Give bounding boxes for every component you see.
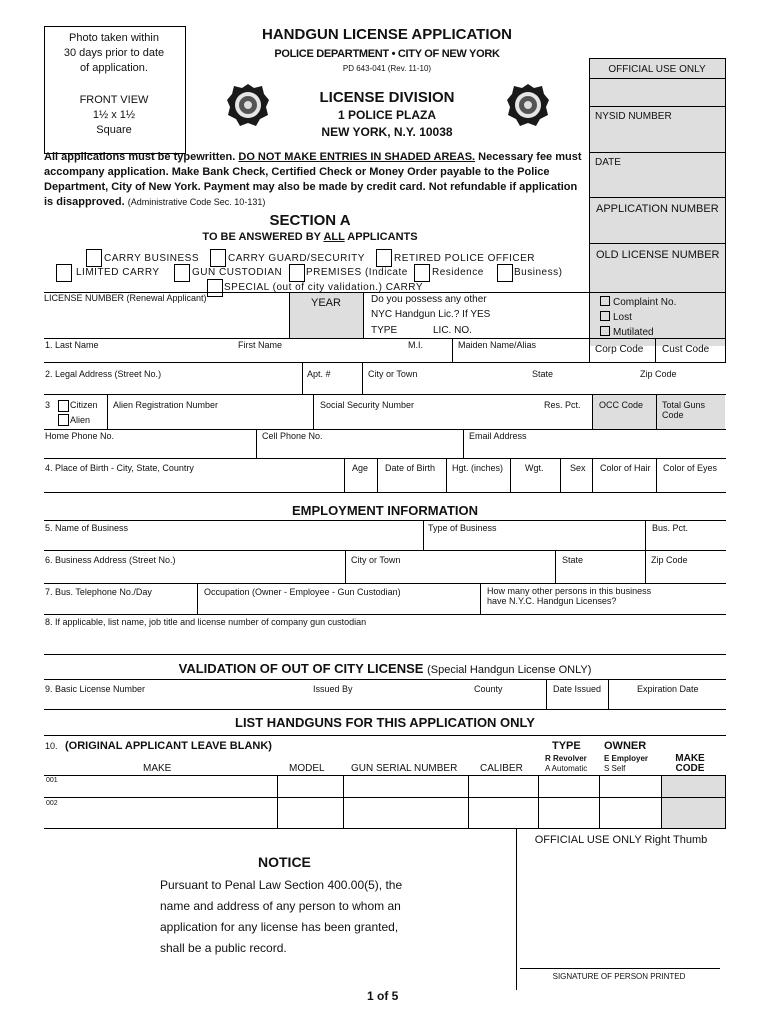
make-code-header-2: CODE (675, 763, 705, 774)
application-number-label: APPLICATION NUMBER (596, 203, 719, 215)
address-line-1: 1 POLICE PLAZA (337, 108, 436, 122)
automatic-code: A Automatic (545, 764, 588, 773)
other-licensees-label-2: have N.Y.C. Handgun Licenses? (487, 596, 617, 606)
first-name-label: First Name (238, 340, 283, 350)
form-number: PD 643-041 (Rev. 11-10) (342, 64, 432, 73)
cust-code-label: Cust Code (662, 344, 710, 355)
gun-custodian-checkbox[interactable] (174, 264, 190, 282)
gun-custodian-label: GUN CUSTODIAN (192, 267, 283, 278)
official-use-title: OFFICIAL USE ONLY (608, 64, 706, 75)
residence-checkbox[interactable] (414, 264, 430, 282)
alien-label: Alien (70, 415, 91, 425)
front-view-size: 1½ x 1½ (92, 109, 136, 121)
serial-header: GUN SERIAL NUMBER (351, 763, 458, 774)
res-pct-label: Res. Pct. (544, 400, 581, 410)
notice-line-4: shall be a public record. (160, 941, 287, 955)
photo-instruction-2: 30 days prior to date (63, 47, 165, 59)
place-of-birth-label: 4. Place of Birth - City, State, Country (45, 463, 194, 473)
mi-label: M.I. (408, 340, 423, 350)
sex-label: Sex (570, 463, 586, 473)
complaint-checkbox[interactable]: Complaint No. (600, 296, 676, 308)
address-line-2: NEW YORK, N.Y. 10038 (321, 125, 453, 139)
possess-question-1: Do you possess any other (371, 294, 487, 305)
expiration-date-label: Expiration Date (637, 684, 699, 694)
form-title: HANDGUN LICENSE APPLICATION (261, 26, 512, 43)
year-label: YEAR (311, 297, 341, 309)
citizen-label: Citizen (70, 400, 98, 410)
handgun-row-1: 001 (46, 777, 58, 784)
department-name: POLICE DEPARTMENT • CITY OF NEW YORK (274, 48, 500, 60)
carry-guard-checkbox[interactable] (210, 249, 226, 267)
section-a-title: SECTION A (269, 212, 351, 229)
business-city-label: City or Town (351, 555, 401, 565)
handguns-title: LIST HANDGUNS FOR THIS APPLICATION ONLY (235, 715, 535, 730)
date-label: DATE (595, 157, 621, 168)
issued-by-label: Issued By (313, 684, 353, 694)
notice-line-2: name and address of any person to whom an (160, 899, 401, 913)
corp-code-label: Corp Code (595, 344, 644, 355)
leave-blank-label: (ORIGINAL APPLICANT LEAVE BLANK) (65, 740, 272, 752)
cell-phone-label: Cell Phone No. (262, 431, 323, 441)
notice-line-1: Pursuant to Penal Law Section 400.00(5), the (160, 878, 403, 892)
occupation-label: Occupation (Owner - Employee - Gun Custodian) (204, 587, 401, 597)
limited-carry-label: LIMITED CARRY (76, 267, 160, 278)
business-label: Business) (514, 267, 563, 278)
hair-color-label: Color of Hair (600, 463, 651, 473)
self-code: S Self (604, 764, 626, 773)
legal-address-label: 2. Legal Address (Street No.) (45, 369, 162, 379)
instructions-line-3: Department, City of New York. Payment may also be made by credit card. Not refundable if application (44, 181, 578, 193)
age-label: Age (352, 463, 369, 473)
email-label: Email Address (469, 431, 527, 441)
date-issued-label: Date Issued (553, 684, 602, 694)
validation-title: VALIDATION OF OUT OF CITY LICENSE (Special Handgun License ONLY) (178, 661, 592, 676)
division-title: LICENSE DIVISION (319, 89, 455, 106)
front-view-shape: Square (96, 124, 132, 136)
business-phone-label: 7. Bus. Telephone No./Day (45, 587, 152, 597)
city-town-label: City or Town (368, 369, 418, 379)
lic-no-label: LIC. NO. (433, 325, 472, 336)
ssn-label: Social Security Number (320, 400, 415, 410)
business-pct-label: Bus. Pct. (652, 523, 689, 533)
notice-line-3: application for any license has been granted, (160, 920, 399, 934)
carry-business-label: CARRY BUSINESS (104, 253, 199, 264)
police-badge-right (506, 82, 550, 128)
q3-label: 3 (45, 400, 51, 410)
mutilated-checkbox[interactable]: Mutilated (600, 326, 654, 338)
revolver-code: R Revolver (545, 754, 587, 763)
license-number-label: LICENSE NUMBER (Renewal Applicant) (44, 293, 207, 303)
caliber-header: CALIBER (480, 763, 523, 774)
apt-label: Apt. # (307, 369, 331, 379)
alien-registration-label: Alien Registration Number (113, 400, 219, 410)
nysid-number-label: NYSID NUMBER (595, 111, 672, 122)
alien-checkbox[interactable] (58, 414, 69, 426)
maiden-name-label: Maiden Name/Alias (458, 340, 537, 350)
zip-label: Zip Code (640, 369, 677, 379)
citizen-checkbox[interactable] (58, 400, 69, 412)
special-checkbox[interactable] (207, 279, 223, 297)
make-code-column (662, 775, 725, 828)
notice-title: NOTICE (258, 854, 311, 870)
business-checkbox[interactable] (497, 264, 513, 282)
handgun-row-2: 002 (46, 800, 58, 807)
home-phone-label: Home Phone No. (45, 431, 115, 441)
signature-label: SIGNATURE OF PERSON PRINTED (552, 972, 686, 981)
business-address-label: 6. Business Address (Street No.) (45, 555, 176, 565)
basic-license-label: 9. Basic License Number (45, 684, 146, 694)
right-thumb-label: OFFICIAL USE ONLY Right Thumb (534, 834, 708, 846)
photo-instruction-1: Photo taken within (69, 32, 159, 44)
other-licensees-label-1: How many other persons in this business (487, 586, 652, 596)
business-type-label: Type of Business (428, 523, 497, 533)
police-badge-left (226, 82, 270, 128)
business-state-label: State (562, 555, 584, 565)
gun-custodian-info-label: 8. If applicable, list name, job title and license number of company gun custodian (45, 617, 367, 627)
special-label: SPECIAL (out of city validation.) CARRY (224, 282, 424, 293)
retired-officer-checkbox[interactable] (376, 249, 392, 267)
old-license-number-label: OLD LICENSE NUMBER (596, 249, 720, 261)
make-code-header-1: MAKE (675, 753, 705, 764)
occ-code-label: OCC Code (599, 400, 644, 410)
instructions-line-4: is disapproved. (Administrative Code Sec. 10-131) (44, 196, 266, 208)
residence-label: Residence (432, 267, 484, 278)
front-view-label: FRONT VIEW (79, 94, 149, 106)
last-name-label: 1. Last Name (45, 340, 99, 350)
dob-label: Date of Birth (385, 463, 436, 473)
total-guns-label: Total Guns (662, 400, 706, 410)
business-name-label: 5. Name of Business (45, 523, 129, 533)
type-label: TYPE (371, 325, 398, 336)
limited-carry-checkbox[interactable] (56, 264, 72, 282)
lost-checkbox[interactable]: Lost (600, 311, 632, 323)
total-guns-code-label: Code (662, 410, 684, 420)
possess-question-2: NYC Handgun Lic.? If YES (371, 309, 491, 320)
height-label: Hgt. (inches) (452, 463, 504, 473)
make-header: MAKE (143, 763, 172, 774)
section-a-subtitle: TO BE ANSWERED BY ALL APPLICANTS (202, 231, 418, 243)
model-header: MODEL (289, 763, 325, 774)
page-number: 1 of 5 (367, 989, 399, 1003)
type-header: TYPE (552, 740, 581, 752)
employment-title: EMPLOYMENT INFORMATION (291, 503, 479, 518)
county-label: County (474, 684, 503, 694)
instructions-line-2: accompany application. Make Bank Check, Certified Check or Money Order payable to the Police (44, 166, 550, 178)
premises-checkbox[interactable] (289, 264, 305, 282)
carry-guard-label: CARRY GUARD/SECURITY (228, 253, 365, 264)
employer-code: E Employer (604, 754, 649, 763)
business-zip-label: Zip Code (651, 555, 688, 565)
owner-header: OWNER (604, 740, 647, 752)
eye-color-label: Color of Eyes (663, 463, 718, 473)
retired-officer-label: RETIRED POLICE OFFICER (394, 253, 536, 264)
state-label: State (532, 369, 554, 379)
weight-label: Wgt. (525, 463, 544, 473)
carry-business-checkbox[interactable] (86, 249, 102, 267)
instructions-line-1: All applications must be typewritten. DO NOT MAKE ENTRIES IN SHADED AREAS. Necessary fee must (44, 151, 582, 163)
photo-instruction-3: of application. (80, 62, 148, 74)
premises-label: PREMISES (Indicate (306, 267, 408, 278)
q10-label: 10. (45, 741, 58, 751)
